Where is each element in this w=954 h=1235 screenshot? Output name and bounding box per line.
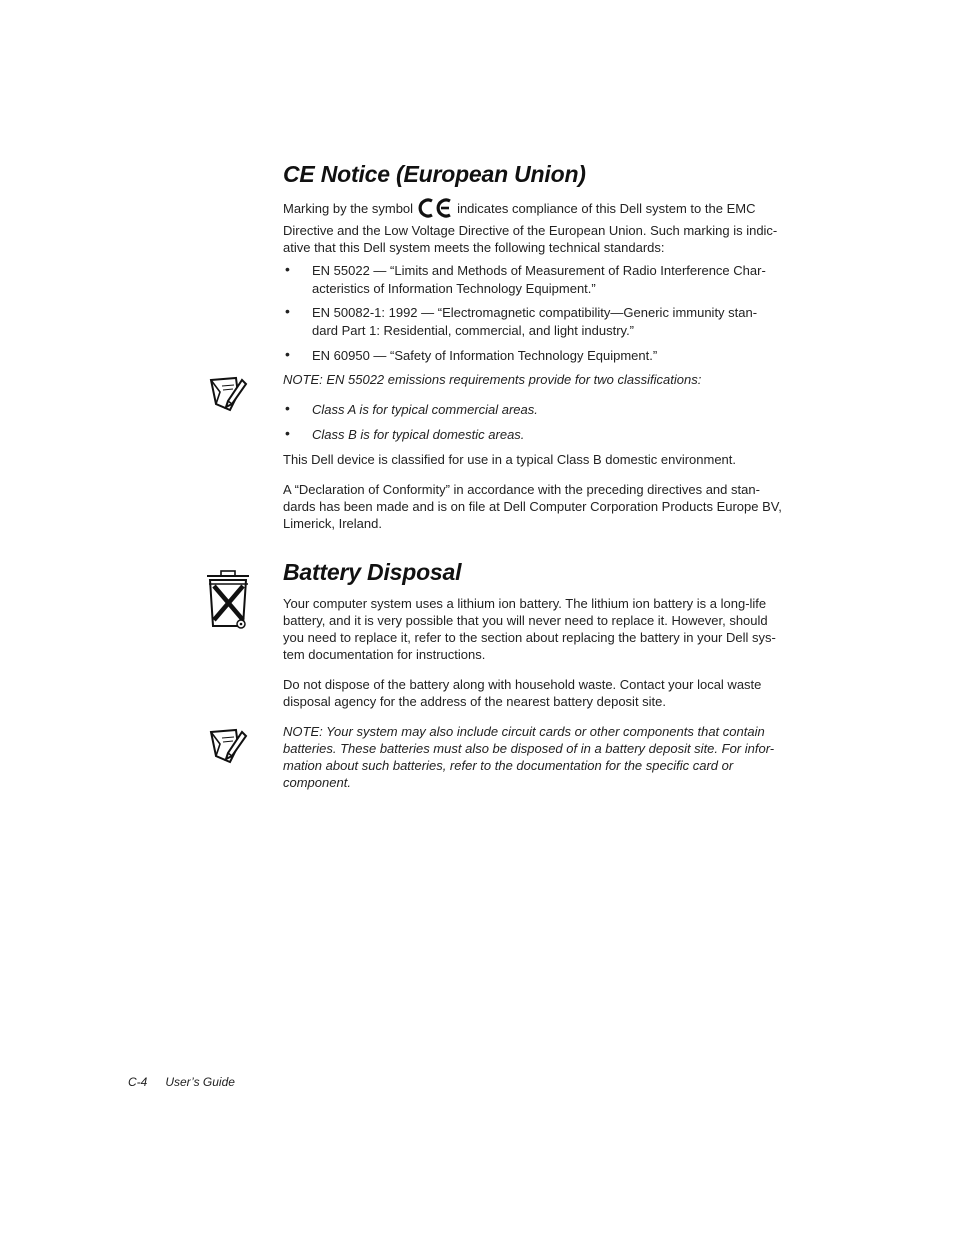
ce-note: NOTE: EN 55022 emissions requirements provide for two classifications:: [283, 372, 702, 387]
guide-title: User’s Guide: [165, 1075, 235, 1089]
bullet-icon: •: [285, 261, 290, 277]
standard-item: [283, 262, 818, 298]
battery-note-line: mation about such batteries, refer to the documentation for the specific card or: [283, 758, 734, 773]
ce-intro-before: Marking by the symbol: [283, 201, 414, 216]
battery-note-line: NOTE: Your system may also include circuit cards or other components that contain: [283, 724, 765, 739]
standard-line-1: EN 60950 — “Safety of Information Technology Equipment.”: [312, 348, 658, 363]
page-footer: [128, 1075, 235, 1089]
ce-notice-title: CE Notice (European Union): [283, 161, 586, 187]
battery-paragraph-1: [283, 595, 818, 663]
note-pencil-icon: [208, 726, 248, 771]
ce-intro-paragraph: [283, 198, 818, 256]
battery-line: disposal agency for the address of the nearest battery deposit site.: [283, 694, 667, 709]
class-text: Class A is for typical commercial areas.: [312, 402, 538, 417]
battery-line: you need to replace it, refer to the section about replacing the battery in your Dell sys-: [283, 630, 776, 645]
bullet-icon: •: [285, 346, 290, 362]
class-text: Class B is for typical domestic areas.: [312, 427, 525, 442]
battery-note: [283, 723, 818, 791]
declaration-line: dards has been made and is on file at Dell Computer Corporation Products Europe BV,: [283, 499, 782, 514]
note-pencil-icon: [208, 374, 248, 419]
battery-line: battery, and it is very possible that you will never need to replace it. However, should: [283, 613, 768, 628]
declaration-line: A “Declaration of Conformity” in accordance with the preceding directives and stan-: [283, 482, 760, 497]
battery-line: tem documentation for instructions.: [283, 647, 486, 662]
standard-item: [283, 304, 818, 340]
standard-item: [283, 347, 818, 365]
ce-intro-after: indicates compliance of this Dell system to the EMC: [457, 201, 756, 216]
classification-text: This Dell device is classified for use in a typical Class B domestic environment.: [283, 452, 737, 467]
standard-line-2: dard Part 1: Residential, commercial, and light industry.”: [312, 323, 635, 338]
declaration-line: Limerick, Ireland.: [283, 516, 382, 531]
battery-line: Your computer system uses a lithium ion battery. The lithium ion battery is a long-life: [283, 596, 767, 611]
declaration-paragraph: [283, 481, 818, 532]
ce-intro-line-3: ative that this Dell system meets the following technical standards:: [283, 240, 665, 255]
battery-paragraph-2: [283, 676, 818, 710]
bullet-icon: •: [285, 303, 290, 319]
bullet-icon: •: [285, 425, 290, 441]
standard-line-1: EN 50082-1: 1992 — “Electromagnetic compatibility—Generic immunity stan-: [312, 305, 758, 320]
bullet-icon: •: [285, 400, 290, 416]
page-number: C-4: [128, 1075, 148, 1089]
battery-disposal-title: Battery Disposal: [283, 559, 462, 585]
standard-line-1: EN 55022 — “Limits and Methods of Measurement of Radio Interference Char-: [312, 263, 766, 278]
ce-mark-icon: [417, 198, 453, 222]
battery-note-line: component.: [283, 775, 351, 790]
ce-intro-line-2: Directive and the Low Voltage Directive of the European Union. Such marking is indic-: [283, 223, 778, 238]
standard-line-2: acteristics of Information Technology Equipment.”: [312, 281, 596, 296]
battery-line: Do not dispose of the battery along with household waste. Contact your local waste: [283, 677, 762, 692]
battery-note-line: batteries. These batteries must also be disposed of in a battery deposit site. For infor-: [283, 741, 775, 756]
class-item: [283, 426, 818, 444]
class-item: [283, 401, 818, 419]
crossed-out-wheeled-bin-icon: [205, 570, 253, 637]
